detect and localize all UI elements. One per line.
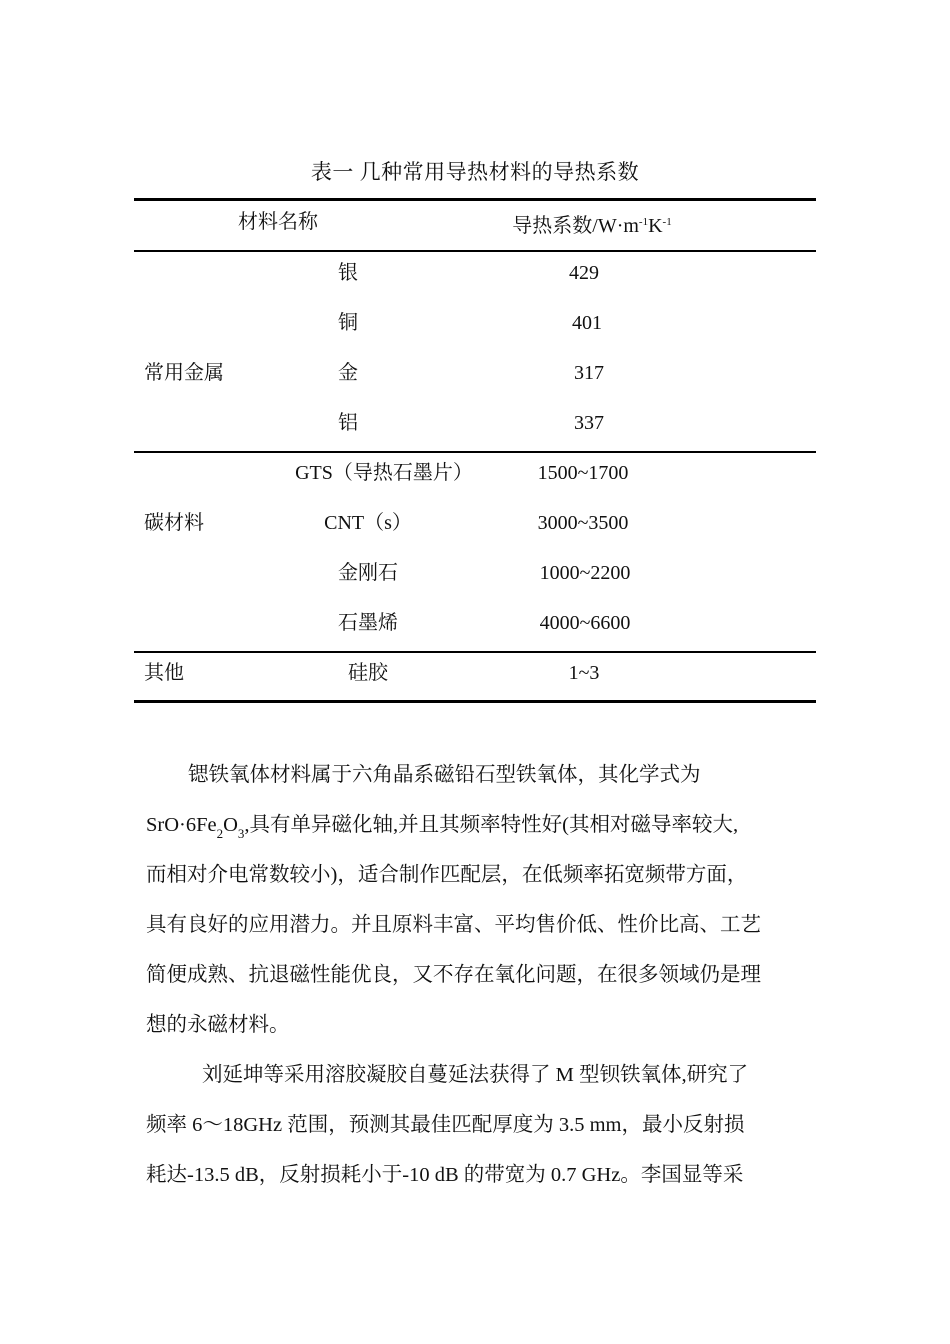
header-material-name: 材料名称 [238,211,318,233]
material-cell: CNT（s） [324,512,412,534]
value-cell: 1~3 [568,662,600,684]
text-line: 想的永磁材料。 [146,1014,290,1036]
text-line: 具有良好的应用潜力。并且原料丰富、平均售价低、性价比高、工艺 [146,914,761,936]
group-rule [134,651,816,653]
value-cell: 317 [574,362,604,384]
value-cell: 401 [572,312,602,334]
header-conductivity [512,210,671,238]
formula-subscript: 2 [216,826,224,841]
header-rule [134,250,816,252]
text-line: 锶铁氧体材料属于六角晶系磁铅石型铁氧体，其化学式为 [188,764,701,786]
table-top-rule [134,198,816,201]
formula-part: O [223,814,238,836]
category-label: 其他 [144,662,184,684]
value-cell: 337 [574,412,604,434]
material-cell: GTS（导热石墨片） [295,462,473,484]
material-cell: 银 [338,262,358,284]
text-line-formula [146,800,818,850]
value-cell: 1500~1700 [537,462,629,484]
value-cell: 429 [569,262,599,284]
table-caption: 表一 几种常用导热材料的导热系数 [310,160,640,184]
paragraph-barium-ferrite [146,1050,818,1200]
paragraph-strontium-ferrite [146,750,818,1050]
material-cell: 金 [338,362,358,384]
value-cell: 3000~3500 [537,512,629,534]
value-cell: 4000~6600 [539,612,631,634]
material-cell: 石墨烯 [338,612,398,634]
material-cell: 铜 [338,312,358,334]
material-cell: 硅胶 [348,662,388,684]
group-rule [134,451,816,453]
header-sup-1: -1 [638,216,649,228]
formula-part: SrO·6Fe [146,814,217,836]
text-line: 而相对介电常数较小)，适合制作匹配层，在低频率拓宽频带方面， [146,864,748,886]
table-bottom-rule [134,700,816,703]
category-label: 常用金属 [144,362,224,384]
text-line: 简便成熟、抗退磁性能优良，又不存在氧化问题，在很多领域仍是理 [146,964,761,986]
material-cell: 铝 [338,412,358,434]
formula-subscript: 3 [237,826,245,841]
category-label: 碳材料 [144,512,204,534]
text-line: 耗达-13.5 dB，反射损耗小于-10 dB 的带宽为 0.7 GHz。李国显等采 [146,1164,744,1186]
text-line: 刘延坤等采用溶胶凝胶自蔓延法获得了 M 型钡铁氧体,研究了 [202,1064,749,1086]
material-cell: 金刚石 [338,562,398,584]
header-sup-2: -1 [662,216,672,228]
header-conductivity-unit-k: K [648,215,663,237]
value-cell: 1000~2200 [539,562,631,584]
header-conductivity-unit: 导热系数/W·m [512,215,639,237]
text-part: ,具有单异磁化轴,并且其频率特性好(其相对磁导率较大, [244,814,739,836]
text-line: 频率 6～18GHz 范围，预测其最佳匹配厚度为 3.5 mm，最小反射损 [146,1114,745,1136]
